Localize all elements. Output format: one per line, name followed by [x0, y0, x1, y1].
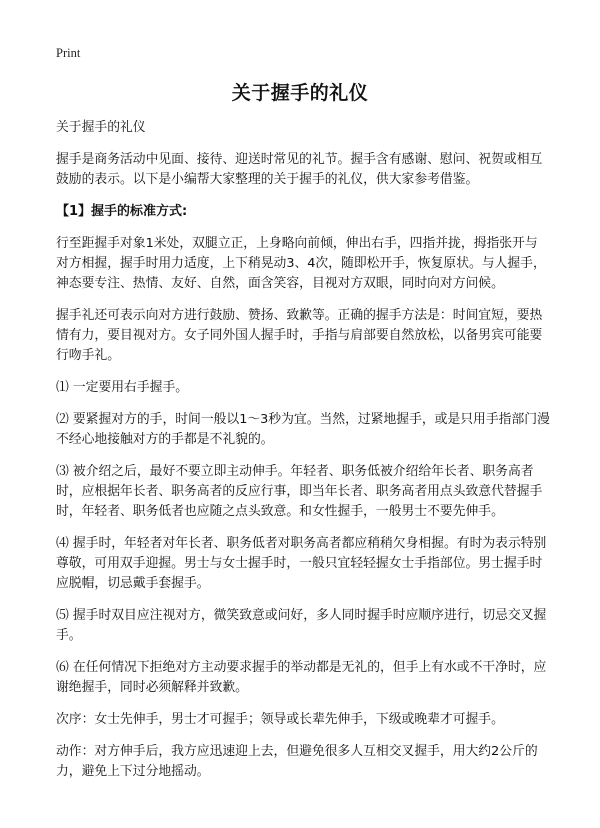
section-heading: 【1】握手的标准方式:	[56, 204, 188, 219]
paragraph: 行至距握手对象1米处，双腿立正，上身略向前倾，伸出右手，四指并拢，拇指张开与对方相握，握手时用力适度，上下稍晃动3、4次，随即松开手，恢复原状。与人握手，神态要专注、热情、友好、自然，面含笑容，目视对方双眼，同时向对方问候。	[56, 236, 546, 291]
paragraph: ⑵ 要紧握对方的手，时间一般以1～3秒为宜。当然，过紧地握手，或是只用手指部门漫不经心地接触对方的手都是不礼貌的。	[56, 412, 550, 447]
print-link[interactable]: Print	[56, 46, 81, 60]
article-subtitle: 关于握手的礼仪	[56, 120, 146, 135]
paragraph: 动作：对方伸手后，我方应迅速迎上去，但避免很多人互相交叉握手，用大约2公斤的力，避免上下过分地摇动。	[56, 744, 538, 779]
paragraph: ⑶ 被介绍之后，最好不要立即主动伸手。年轻者、职务低被介绍给年长者、职务高者时，应根据年长者、职务高者的反应行事，即当年长者、职务高者用点头致意代替握手时，年轻者、职务低者也应随之点头致意。和女性握手，一般男士不要先伸手。	[56, 464, 543, 519]
paragraph: 握手礼还可表示向对方进行鼓励、赞扬、致歉等。正确的握手方法是：时间宜短，要热情有力，要目视对方。女子同外国人握手时，手指与肩部要自然放松，以备男宾可能要行吻手礼。	[56, 308, 543, 363]
intro-paragraph: 握手是商务活动中见面、接待、迎送时常见的礼节。握手含有感谢、慰问、祝贺或相互鼓励的表示。以下是小编帮大家整理的关于握手的礼仪，供大家参考借鉴。	[56, 152, 543, 187]
paragraph: ⑷ 握手时，年轻者对年长者、职务低者对职务高者都应稍稍欠身相握。有时为表示特别尊敬，可用双手迎握。男士与女士握手时，一般只宜轻轻握女士手指部位。男士握手时应脱帽，切忌戴手套握手。	[56, 536, 547, 591]
paragraph: ⑴ 一定要用右手握手。	[56, 380, 189, 395]
paragraph: ⑸ 握手时双目应注视对方，微笑致意或问好，多人同时握手时应顺序进行，切忌交叉握手。	[56, 608, 547, 643]
article-body	[56, 118, 550, 794]
paragraph: ⑹ 在任何情况下拒绝对方主动要求握手的举动都是无礼的，但手上有水或不干净时，应谢绝握手，同时必须解释并致歉。	[56, 660, 547, 695]
paragraph: 次序：女士先伸手，男士才可握手；领导或长辈先伸手，下级或晚辈才可握手。	[56, 712, 504, 727]
page-title: 关于握手的礼仪	[231, 82, 369, 104]
